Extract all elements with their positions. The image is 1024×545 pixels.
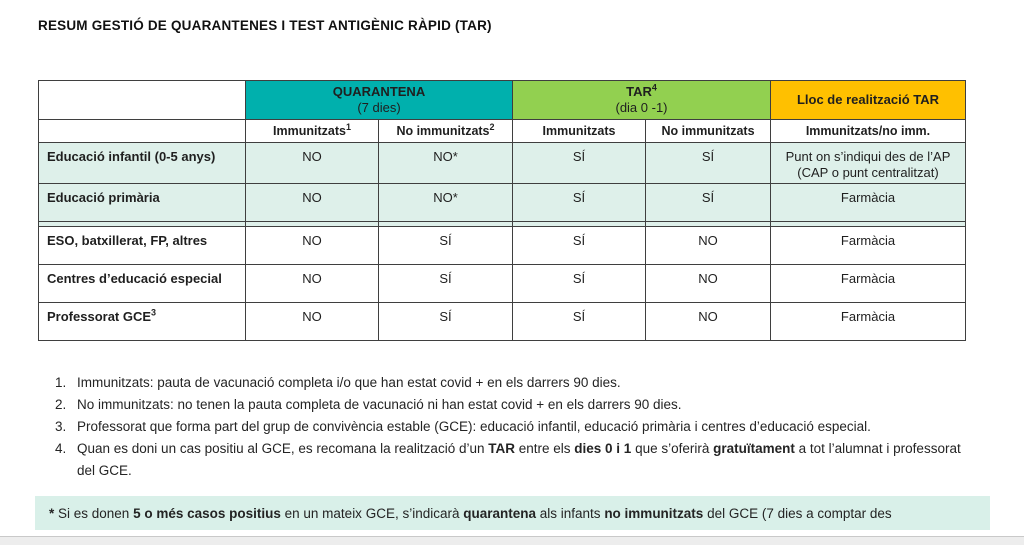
footnote-text: Immunitzats: pauta de vacunació completa i/o que han estat covid + en els darrers 90 dies. bbox=[77, 375, 621, 390]
footnote-number: 4. bbox=[55, 441, 67, 456]
subheader-row bbox=[39, 120, 966, 143]
footnote-text: Quan es doni un cas positiu al GCE, es recomana la realització d’un TAR entre els dies 0 i 1 que s’oferirà gratuïtament a tot l’alumnat i professorat del GCE. bbox=[77, 441, 961, 478]
table-cell: NO bbox=[246, 227, 379, 265]
table-cell: NO* bbox=[379, 184, 513, 222]
table-row bbox=[39, 303, 966, 341]
table-row bbox=[39, 265, 966, 303]
table-cell: SÍ bbox=[513, 265, 646, 303]
asterisk-note-text: * Si es donen 5 o més casos positius en un mateix GCE, s’indicarà quarantena als infants no immunitzats del GCE (7 dies a comptar des bbox=[49, 505, 892, 521]
table-cell: SÍ bbox=[379, 227, 513, 265]
table-cell: SÍ bbox=[513, 303, 646, 341]
asterisk-note bbox=[35, 496, 990, 530]
group-header-row bbox=[39, 81, 966, 120]
group-title: TAR$^4$ bbox=[626, 82, 657, 99]
table-cell: SÍ bbox=[513, 143, 646, 184]
footnote-number: 1. bbox=[55, 375, 67, 390]
subheader-no-immunitzats-quarantena: No immunitzats$^2$ bbox=[379, 120, 513, 143]
subheader-immunitzats-lloc: Immunitzats/no imm. bbox=[771, 120, 966, 143]
table-row bbox=[39, 143, 966, 184]
table-cell: SÍ bbox=[646, 143, 771, 184]
table-cell: Farmàcia bbox=[771, 227, 966, 265]
table-row bbox=[39, 227, 966, 265]
table-cell: NO bbox=[246, 143, 379, 184]
table-cell: NO bbox=[246, 265, 379, 303]
footnote-3 bbox=[55, 416, 980, 438]
table-cell: SÍ bbox=[646, 184, 771, 222]
table-cell: NO bbox=[646, 227, 771, 265]
page-title: RESUM GESTIÓ DE QUARANTENES I TEST ANTIGÈNIC RÀPID (TAR) bbox=[38, 18, 492, 33]
table-cell: SÍ bbox=[379, 303, 513, 341]
footnote-text: No immunitzats: no tenen la pauta completa de vacunació ni han estat covid + en els darrers 90 dies. bbox=[77, 397, 682, 412]
row-label: Educació primària bbox=[39, 184, 246, 222]
table-cell: NO bbox=[246, 303, 379, 341]
footnotes-list bbox=[55, 372, 980, 482]
row-label: Professorat GCE$^3$ bbox=[39, 303, 246, 341]
subheader-immunitzats-tar: Immunitzats bbox=[513, 120, 646, 143]
group-sup: 4 bbox=[651, 82, 657, 93]
group-title: Lloc de realització TAR bbox=[796, 92, 940, 107]
table-cell: Farmàcia bbox=[771, 303, 966, 341]
table-cell: SÍ bbox=[379, 265, 513, 303]
footnote-1 bbox=[55, 372, 980, 394]
table-cell: SÍ bbox=[513, 227, 646, 265]
subheader-no-immunitzats-tar: No immunitzats bbox=[646, 120, 771, 143]
row-label: Centres d’educació especial bbox=[39, 265, 246, 303]
footnote-2 bbox=[55, 394, 980, 416]
row-label: ESO, batxillerat, FP, altres bbox=[39, 227, 246, 265]
table-cell: Farmàcia bbox=[771, 265, 966, 303]
table-cell: NO* bbox=[379, 143, 513, 184]
group-subtitle: (7 dies) bbox=[357, 100, 401, 115]
footnote-4 bbox=[55, 438, 980, 482]
footnote-number: 2. bbox=[55, 397, 67, 412]
group-header-tar bbox=[513, 81, 771, 120]
table-cell: NO bbox=[646, 303, 771, 341]
group-header-lloc bbox=[771, 81, 966, 120]
footnote-number: 3. bbox=[55, 419, 67, 434]
table-cell: SÍ bbox=[513, 184, 646, 222]
group-header-quarantena bbox=[246, 81, 513, 120]
table-cell: NO bbox=[646, 265, 771, 303]
table-cell: Punt on s’indiqui des de l’AP (CAP o punt centralitzat) bbox=[771, 143, 966, 184]
footnote-text: Professorat que forma part del grup de convivència estable (GCE): educació infantil, educació primària i centres d’educació especial. bbox=[77, 419, 871, 434]
quarantine-summary-table bbox=[38, 80, 966, 341]
table-cell: NO bbox=[246, 184, 379, 222]
subheader-immunitzats-quarantena: Immunitzats$^1$ bbox=[246, 120, 379, 143]
table-row bbox=[39, 184, 966, 222]
row-label: Educació infantil (0-5 anys) bbox=[39, 143, 246, 184]
group-title: QUARANTENA bbox=[332, 84, 426, 99]
group-subtitle: (dia 0 -1) bbox=[615, 100, 668, 115]
blank-corner-cell bbox=[39, 81, 246, 120]
table-cell: Farmàcia bbox=[771, 184, 966, 222]
blank-corner-cell bbox=[39, 120, 246, 143]
